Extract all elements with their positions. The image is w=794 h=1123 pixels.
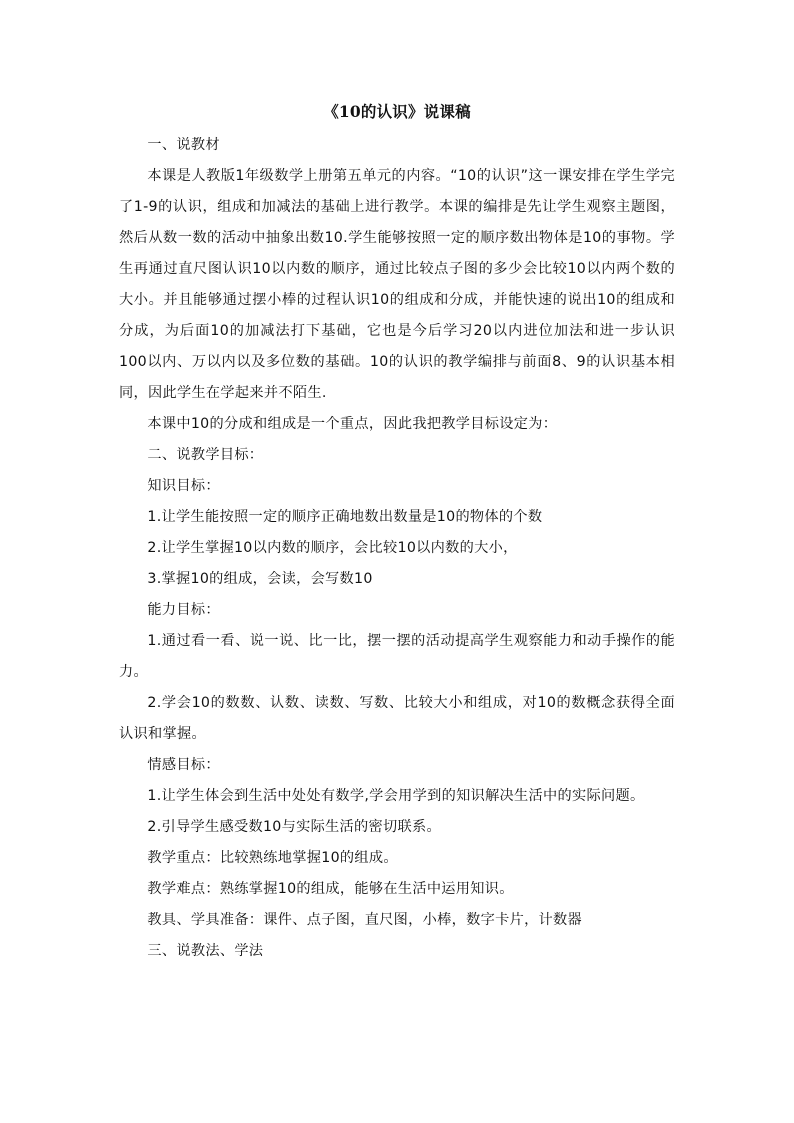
- subheading-ability-goals: 能力目标：: [147, 602, 220, 618]
- teaching-materials: 教具、学具准备：课件、点子图，直尺图，小棒，数字卡片，计数器: [147, 912, 583, 928]
- section-heading-textbook: 一、说教材: [147, 137, 220, 153]
- teaching-difficulty: 教学难点：熟练掌握10的组成，能够在生活中运用知识。: [147, 881, 514, 897]
- list-item-knowledge-1: 1.让学生能按照一定的顺序正确地数出数量是10的物体的个数: [147, 509, 543, 525]
- subheading-emotion-goals: 情感目标：: [147, 757, 220, 773]
- list-item-ability-1: 1.通过看一看、说一说、比一比，摆一摆的活动提高学生观察能力和动手操作的能力。: [119, 633, 675, 680]
- list-item-emotion-1: 1.让学生体会到生活中处处有数学,学会用学到的知识解决生活中的实际问题。: [147, 788, 645, 804]
- list-item-knowledge-3: 3.掌握10的组成，会读，会写数10: [147, 571, 373, 587]
- teaching-key-point: 教学重点：比较熟练地掌握10的组成。: [147, 850, 398, 866]
- list-item-emotion-2: 2.引导学生感受数10与实际生活的密切联系。: [147, 819, 441, 835]
- section-heading-methods: 三、说教法、学法: [147, 943, 264, 959]
- paragraph-textbook-description: 本课是人教版1年级数学上册第五单元的内容。“10的认识”这一课安排在学生学完了1-9的认识，组成和加减法的基础上进行教学。本课的编排是先让学生观察主题图，然后从数一数的活动中抽象出数10.学生能够按照一定的顺序数出物体是10的事物。学生再通过直尺图认识10以内数的顺序，通过比较点子图的多少会比较10以内两个数的大小。并且能够通过摆小棒的过程认识10的组成和分成，并能快速的说出10的组成和分成，为后面10的加减法打下基础，它也是今后学习20以内进位加法和进一步认识100以内、万以内以及多位数的基础。10的认识的教学编排与前面8、9的认识基本相同，因此学生在学起来并不陌生.: [119, 168, 675, 401]
- paragraph-key-point-intro: 本课中10的分成和组成是一个重点，因此我把教学目标设定为：: [147, 416, 558, 432]
- list-item-knowledge-2: 2.让学生掌握10以内数的顺序，会比较10以内数的大小，: [147, 540, 518, 556]
- list-item-ability-2: 2.学会10的数数、认数、读数、写数、比较大小和组成，对10的数概念获得全面认识和掌握。: [119, 695, 675, 742]
- subheading-knowledge-goals: 知识目标：: [147, 478, 220, 494]
- document-title: 《10的认识》说课稿: [323, 102, 471, 121]
- section-heading-teaching-goals: 二、说教学目标：: [147, 447, 264, 463]
- document-body: [119, 130, 675, 967]
